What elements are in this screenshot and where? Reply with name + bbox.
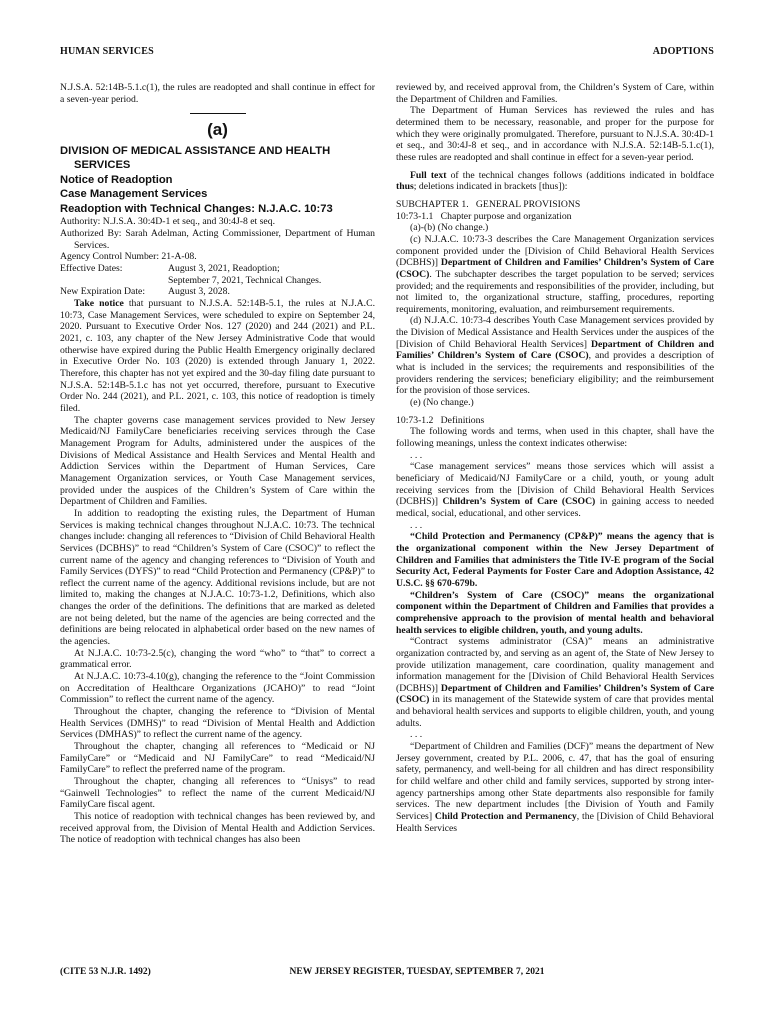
effective-date-technical: September 7, 2021, Technical Changes.: [168, 274, 322, 286]
page-footer: [60, 967, 714, 977]
ellipsis: . . .: [410, 729, 423, 741]
section-title: 10:73-1.2 Definitions: [396, 414, 485, 426]
body-paragraph: Throughout the chapter, changing all references to “Medicaid or NJ FamilyCare” or “Medicaid and NJ FamilyCare” to read “Medicaid/NJ FamilyCare” to reflect the preferred name of the program.: [60, 741, 375, 776]
intro-text: N.J.S.A. 52:14B-5.1.c(1), the rules are readopted and shall continue in effect for a seven-year period.: [60, 82, 375, 105]
expiration-date-value: August 3, 2028.: [168, 286, 230, 298]
running-head: [60, 46, 714, 57]
right-column: [396, 82, 714, 834]
effective-date-readoption: August 3, 2021, Readoption;: [168, 263, 280, 275]
section-title: 10:73-1.1 Chapter purpose and organization: [396, 210, 572, 222]
body-paragraph: The chapter governs case management services provided to New Jersey Medicaid/NJ FamilyCare beneficiaries receiving services through the Case Management Program for Adults, administered under the auspices of the Divisions of Medical Assistance and Health Services and Mental Health and Addiction Services within the Department of Human Services, Care Management Organization services, or Youth Case Management services, provided under the auspices of the Children’s System of Care within the Department of Children and Families.: [60, 414, 375, 508]
expiration-date-label: New Expiration Date:: [60, 286, 146, 298]
left-column: [60, 82, 375, 846]
definition-entry: “Children’s System of Care (CSOC)” means the organizational component within the Department of Children and Families that provides a comprehensive approach to the provision of mental health and behavioral health services to eligible children, youth, and young adults.: [396, 589, 714, 636]
definition-entry: “Case management services” means those services which will assist a beneficiary of Medicaid/NJ FamilyCare or a child, youth, or young adult receiving services from the [Division of Child Behavioral Health Services (DCBHS)] Children’s System of Care (CSOC) in gaining access to needed medical, social, educational, and other services.: [396, 461, 714, 519]
running-head-left: HUMAN SERVICES: [60, 46, 154, 57]
body-paragraph: At N.J.A.C. 10:73-2.5(c), changing the word “who” to “that” to correct a grammatical error.: [60, 647, 375, 671]
body-paragraph: In addition to readopting the existing rules, the Department of Human Services is making technical changes throughout N.J.A.C. 10:73. The technical changes include: changing all references to “Division of Child Behavioral Health Services (DCBHS)” to read “Children’s System of Care (CSOC)” to reflect the current name of the agency and changing references to “Division of Youth and Family Services (DYFS)” to read “Child Protection and Permanency (CP&P)” to reflect the current name of the agency. Additional revisions include, but are not limited to, making the changes at N.J.A.C. 10:73-1.2, Definitions, which also changes the order of the definitions. The definitions that are marked as deleted are not being deleted, but the name of the agencies are being corrected and the definitions are being relocated in alphabetical order based on the new names of the agencies.: [60, 507, 375, 648]
notice-title: Notice of Readoption: [60, 173, 173, 186]
definition-entry: “Child Protection and Permanency (CP&P)” means the agency that is the organizational component within the New Jersey Department of Children and Families that administers the Title IV-E program of the Social Security Act, Federal Payments for Foster Care and Adoption Assistance, 42 U.S.C. §§ 670-679b.: [396, 531, 714, 589]
section-mark: (a): [207, 120, 228, 140]
full-text-note: Full text of the technical changes follows (additions indicated in boldface thus; deletions indicated in brackets [thus]):: [396, 169, 714, 193]
authorized-by-line: Authorized By: Sarah Adelman, Acting Commissioner, Department of Human Services.: [60, 228, 375, 251]
take-notice-label: Take notice: [74, 298, 124, 310]
agency-control-number: Agency Control Number: 21-A-08.: [60, 251, 197, 263]
register-issue: NEW JERSEY REGISTER, TUESDAY, SEPTEMBER 7, 2021: [289, 967, 545, 977]
definition-entry: “Department of Children and Families (DCF)” means the department of New Jersey government, created by P.L. 2006, c. 47, that has the goal of ensuring safety, permanency, and well-being for all children and has direct responsibility for child welfare and other child and family services, supported by strong inter-agency partnerships among other State departments also responsible for family services. The new department includes [the Division of Youth and Family Services] Child Protection and Permanency, the [Division of Child Behavioral Health Services: [396, 741, 714, 834]
subject-heading: Case Management Services: [60, 188, 208, 201]
agency-heading: DIVISION OF MEDICAL ASSISTANCE AND HEALTH SERVICES: [60, 144, 331, 172]
body-paragraph: Throughout the chapter, changing all references to “Unisys” to read “Gainwell Technologies” to reflect the name of the current Medicaid/NJ FamilyCare fiscal agent.: [60, 775, 375, 811]
subsection-text: (c) N.J.A.C. 10:73-3 describes the Care Management Organization services component provided under the [Division of Child Behavioral Health Services (DCBHS)] Department of Children and Families’ Children’s System of Care (CSOC). The subchapter describes the target population to be served; services provided; and the requirements and responsibilities of the provider, including, but not limited to, the organizational structure, staffing, procedures, reporting requirements, monitoring, evaluation, and reimbursement requirements.: [396, 233, 714, 315]
ellipsis: . . .: [410, 449, 423, 461]
body-paragraph: Throughout the chapter, changing the reference to “Division of Mental Health Services (DMHS)” to read “Division of Mental Health and Addiction Services (DMHAS)” to reflect the current name of the agency.: [60, 706, 375, 741]
effective-dates-label: Effective Dates:: [60, 263, 123, 275]
expiration-date-row: [60, 286, 375, 298]
take-notice-paragraph: Take notice that pursuant to N.J.S.A. 52:14B-5.1, the rules at N.J.A.C. 10:73, Case Management Services, were scheduled to expire on September 24, 2020. Pursuant to Executive Order Nos. 127 (2020) and 244 (2021) and P.L. 2021, c. 103, any chapter of the New Jersey Administrative Code that would otherwise have expired during the Public Health Emergency originally declared in Executive Order No. 103 (2020) is extended through January 1, 2022. Therefore, this chapter has not yet expired and the 30-day filing date pursuant to N.J.S.A. 52:14B-5.1.c has not yet occurred, therefore, pursuant to Executive Order No. 244 (2021), and P.L. 2021, c. 103, this notice of readoption is timely filed.: [60, 298, 375, 414]
body-paragraph: The Department of Human Services has reviewed the rules and has determined them to be necessary, reasonable, and proper for the purpose for which they were originally promulgated. Therefore, pursuant to N.J.S.A. 30:4D-1 et seq., and 30:4J-8 et seq., and in accordance with N.J.S.A. 52:14B-5.1.c(1), these rules are readopted and shall continue in effect for a seven-year period.: [396, 105, 714, 163]
authority-line: Authority: N.J.S.A. 30:4D-1 et seq., and 30:4J-8 et seq.: [60, 216, 275, 228]
definition-entry: “Contract systems administrator (CSA)” means an administrative organization contracted by, and serving as an agent of, the State of New Jersey to provide utilization management, care coordination, quality management and information management for the [Division of Child Behavioral Health Services (DCBHS)] Department of Children and Families’ Children’s System of Care (CSOC) in its management of the Statewide system of care that provides mental and behavioral health services and supports to eligible children, youth, and young adults.: [396, 636, 714, 729]
running-head-right: ADOPTIONS: [652, 46, 714, 57]
body-paragraph: reviewed by, and received approval from, the Children’s System of Care, within the Department of Children and Families.: [396, 82, 714, 105]
citation: (CITE 53 N.J.R. 1492): [60, 967, 151, 977]
subsection-text: (e) (No change.): [410, 397, 474, 409]
subsection-text: (d) N.J.A.C. 10:73-4 describes Youth Case Management services provided by the Division of Medical Assistance and Health Services under the auspices of the [Division of Child Behavioral Health Services] Department of Children and Families’ Children’s System of Care (CSOC), and provides a description of what is included in the services; the requirements and responsibilities of the providers rendering the services; beneficiary eligibility; and the reimbursement for the provision of those services.: [396, 315, 714, 397]
ellipsis: . . .: [410, 519, 423, 531]
body-paragraph: This notice of readoption with technical changes has been reviewed by, and received approval from, the Division of Mental Health and Addiction Services. The notice of readoption with technical changes has also been: [60, 810, 375, 846]
section-divider: [190, 113, 246, 114]
effective-dates-row-2: [60, 275, 375, 287]
subsection-text: (a)-(b) (No change.): [410, 222, 489, 234]
definitions-intro: The following words and terms, when used in this chapter, shall have the following meanings, unless the context indicates otherwise:: [396, 426, 714, 450]
readoption-heading: Readoption with Technical Changes: N.J.A.C. 10:73: [60, 202, 333, 215]
subchapter-heading: SUBCHAPTER 1. GENERAL PROVISIONS: [396, 198, 581, 210]
body-paragraph: At N.J.A.C. 10:73-4.10(g), changing the reference to the “Joint Commission on Accreditation of Healthcare Organizations (JCAHO)” to read “Joint Commission” to reflect the current name of the agency.: [60, 671, 375, 706]
effective-dates-row: [60, 263, 375, 275]
